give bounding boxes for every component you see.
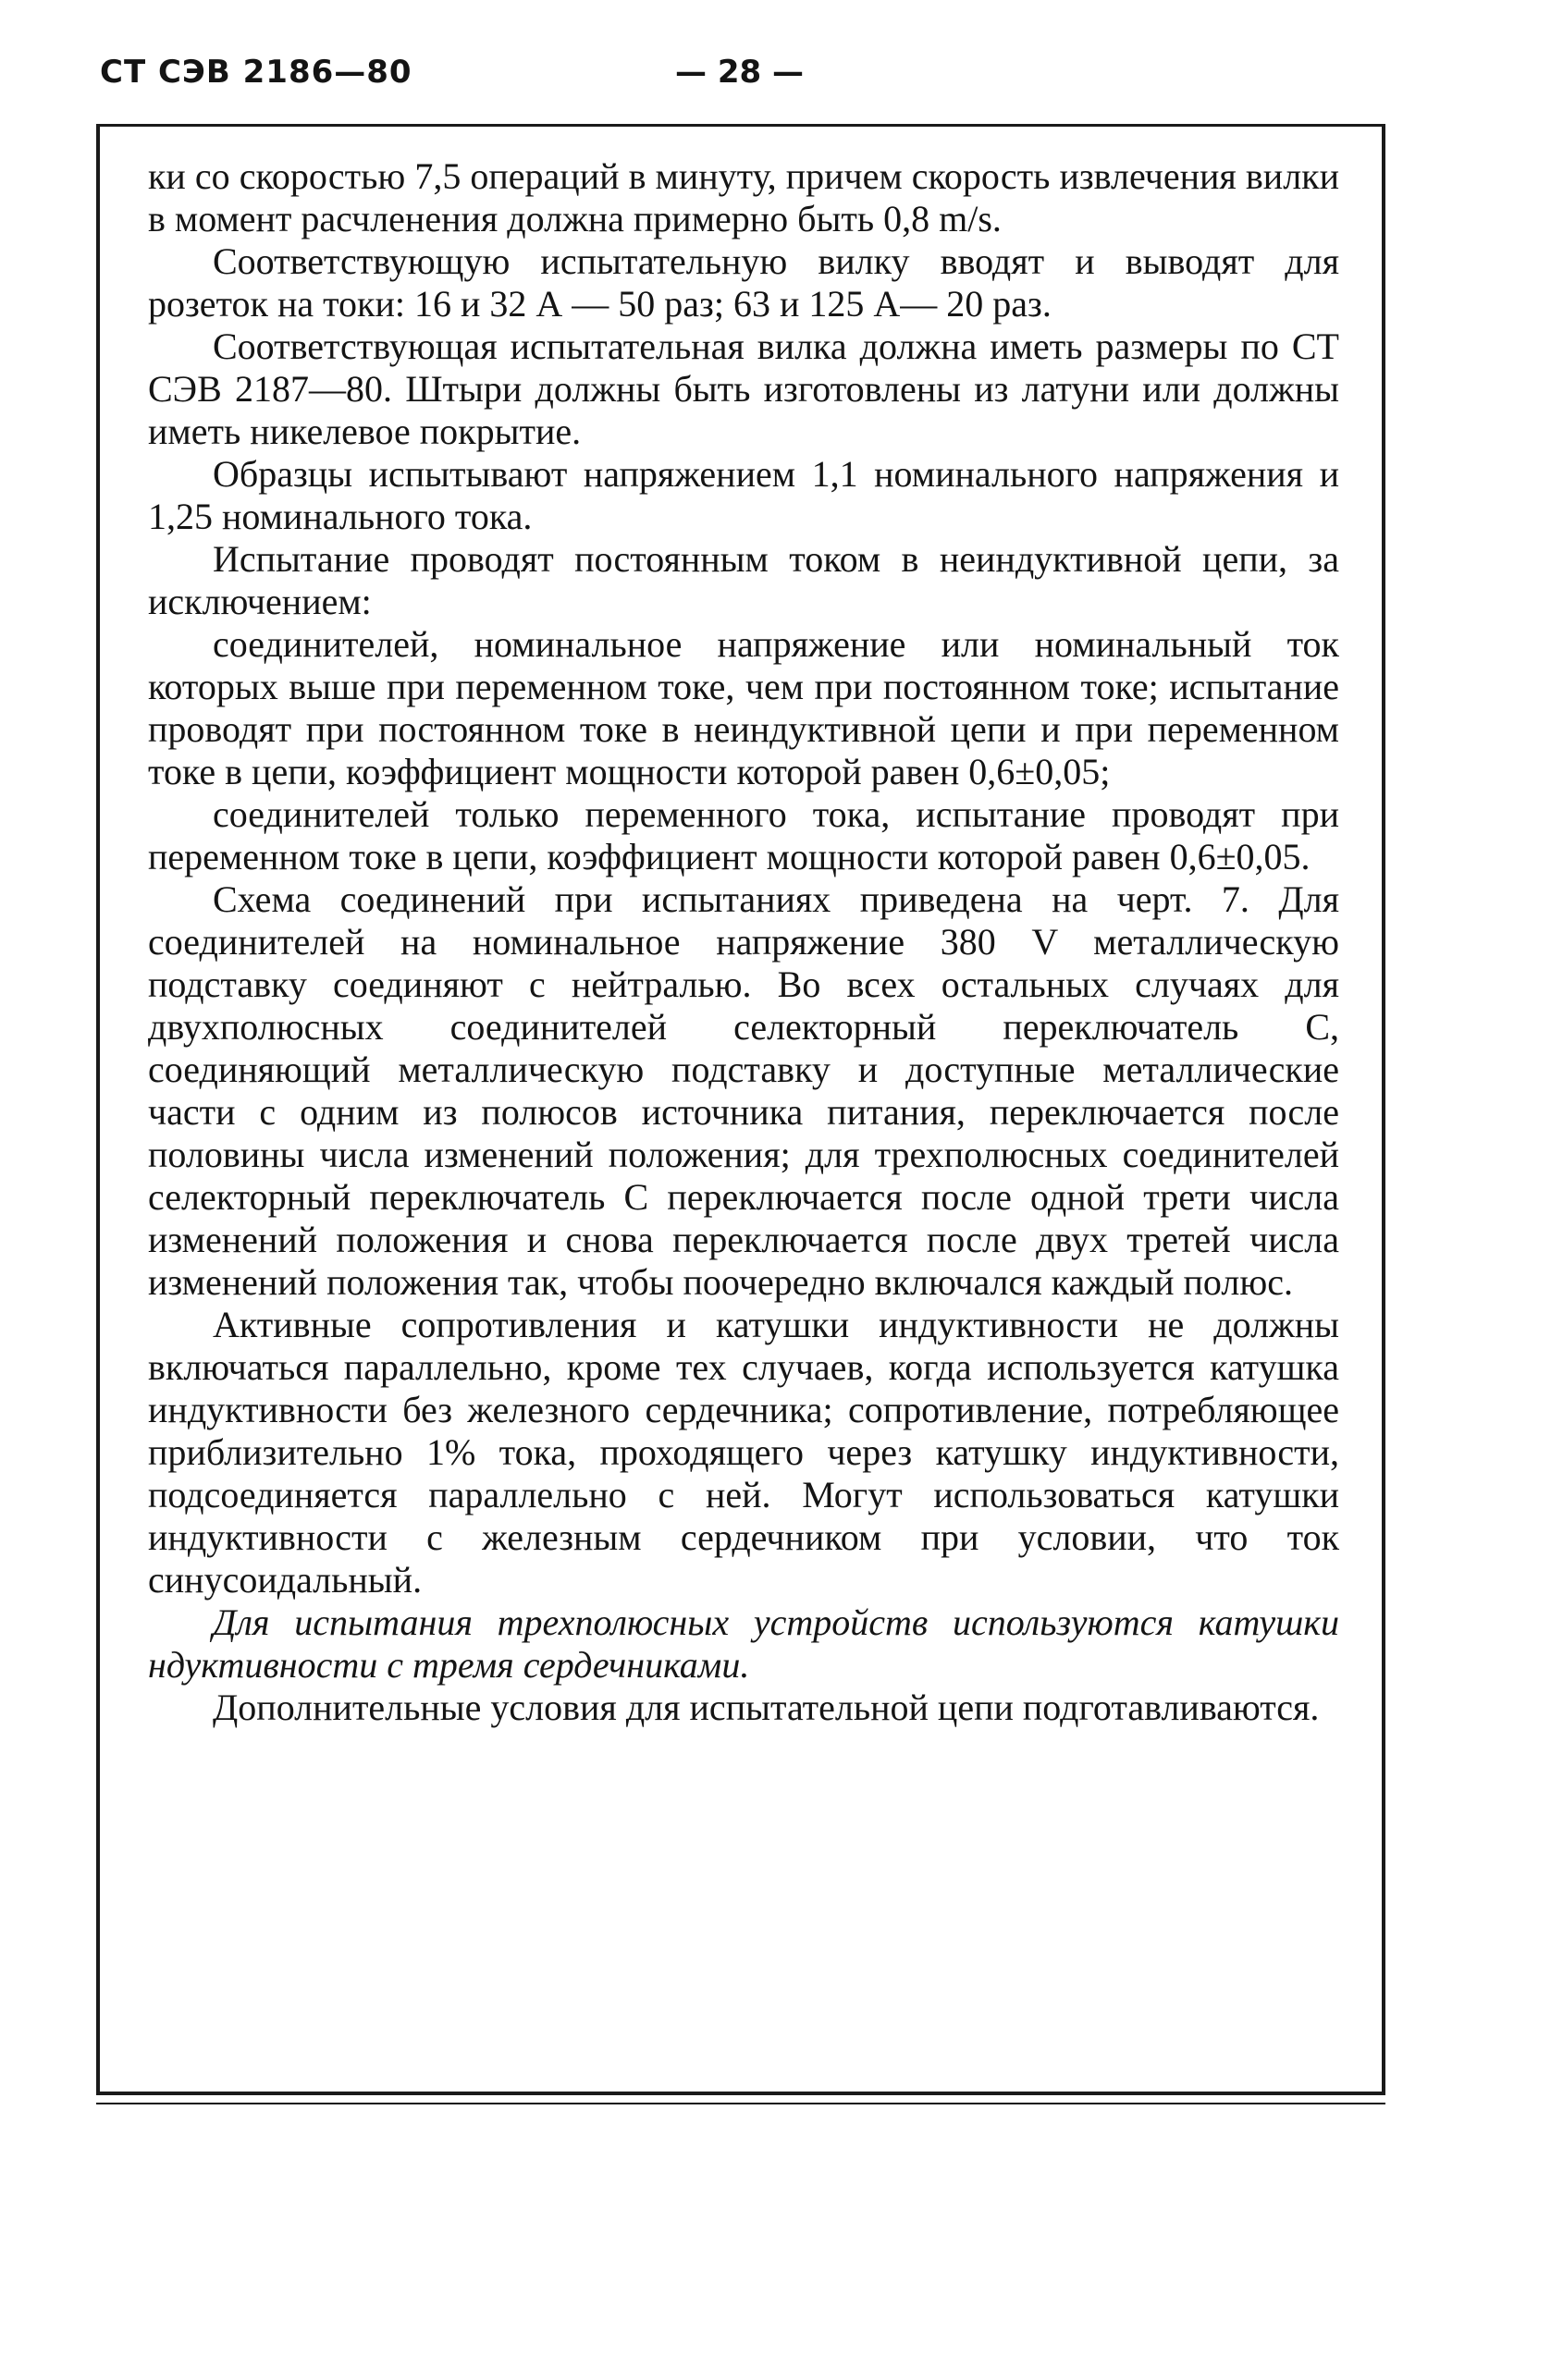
paragraph-test-plug: Соответствующую испытательную вилку вводят и выводят для розеток на токи: 16 и 32 А — 50 раз; 63 и 125 А— 20 раз. [148, 240, 1339, 325]
paragraph-exception-ac-dc: соединителей, номинальное напряжение или номинальный ток которых выше при переменном токе, чем при постоянном токе; испытание проводят при постоянном токе в неиндуктивной цепи и при переменном токе в цепи, коэффициент мощности которой равен 0,6±0,05; [148, 623, 1339, 792]
paragraph-three-pole: Для испытания трехполюсных устройств используются катушки ндуктивности с тремя сердечниками. [148, 1601, 1339, 1686]
paragraph-plug-dimensions: Соответствующая испытательная вилка должна иметь размеры по СТ СЭВ 2187—80. Штыри должны быть изготовлены из латуни или должны иметь никелевое покрытие. [148, 325, 1339, 452]
paragraph-dc-test: Испытание проводят постоянным током в неиндуктивной цепи, за исключением: [148, 538, 1339, 622]
paragraph-connection-scheme: Схема соединений при испытаниях приведена на черт. 7. Для соединителей на номинальное напряжение 380 V металлическую подставку соединяют с нейтралью. Во всех остальных случаях для двухполюсных соединителей селекторный переключатель C, соединяющий металлическую подставку и доступные металлические части с одним из полюсов источника питания, переключается после половины числа изменений положения; для трехполюсных соединителей селекторный переключатель C переключается после одной трети числа изменений положения и снова переключается после двух третей числа изменений положения так, чтобы поочередно включался каждый полюс. [148, 878, 1339, 1303]
paragraph-additional-conditions: Дополнительные условия для испытательной цепи подготавливаются. [213, 1687, 1320, 1728]
body-text [148, 155, 1339, 1729]
paragraph-exception-ac-only: соединителей только переменного тока, испытание проводят при переменном токе в цепи, коэффициент мощности которой равен 0,6±0,05. [148, 793, 1339, 877]
standard-code: СТ СЭВ 2186—80 [100, 54, 412, 91]
paragraph-resistors-inductors: Активные сопротивления и катушки индуктивности не должны включаться параллельно, кроме тех случаев, когда используется катушка индуктивности без железного сердечника; сопротивление, потребляющее приблизительно 1% тока, проходящего через катушку индуктивности, подсоединяется параллельно с ней. Могут использоваться катушки индуктивности с железным сердечником при условии, что ток синусоидальный. [148, 1304, 1339, 1601]
frame-bottom-rule-thin [96, 2103, 1385, 2104]
page-header [0, 54, 1563, 109]
page-number: — 28 — [675, 54, 804, 91]
paragraph-continuation: ки со скоростью 7,5 операций в минуту, причем скорость извлечения вилки в момент расчленения должна примерно быть 0,8 m/s. [148, 155, 1339, 239]
frame-bottom-rule [96, 2092, 1385, 2095]
paragraph-test-voltage: Образцы испытывают напряжением 1,1 номинального напряжения и 1,25 номинального тока. [148, 453, 1339, 537]
